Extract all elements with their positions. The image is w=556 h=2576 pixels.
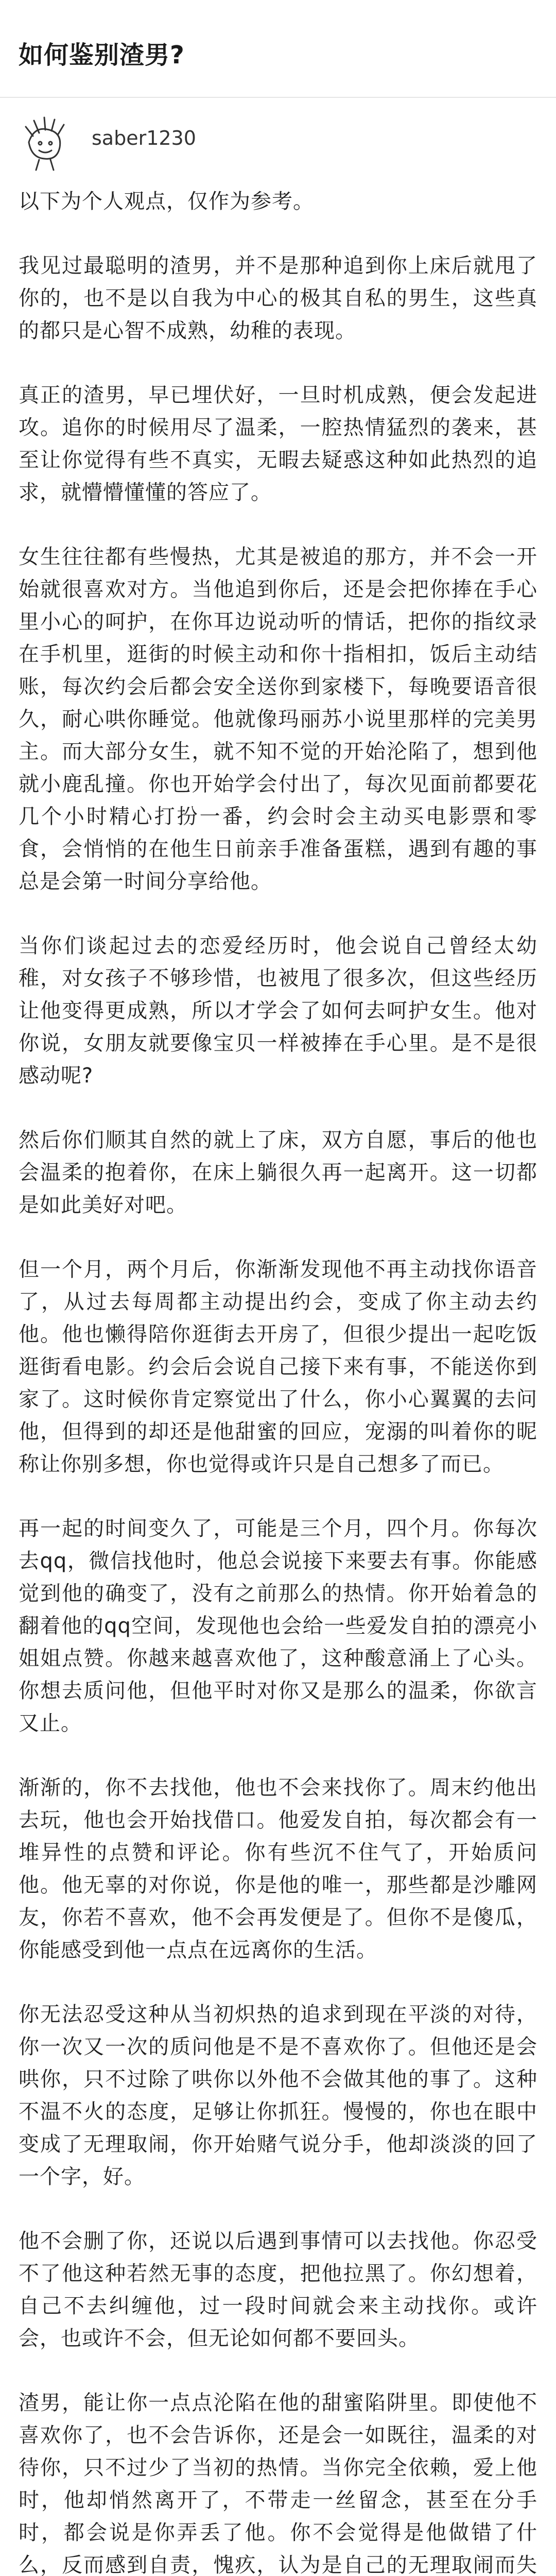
article-paragraph: 但一个月，两个月后，你渐渐发现他不再主动找你语音了，从过去每周都主动提出约会，变成了你主动去约他。他也懒得陪你逛街去开房了，但很少提出一起吃饭逛街看电影。约会后会说自己接下来有事，不能送你到家了。这时候你肯定察觉出了什么，你小心翼翼的去问他，但得到的却还是他甜蜜的回应，宠溺的叫着你的昵称让你别多想，你也觉得或许只是自己想多了而已。 [19,1258,537,1476]
page-title: 如何鉴别渣男? [19,41,185,70]
article-paragraph: 他不会删了你，还说以后遇到事情可以去找他。你忍受不了他这种若然无事的态度，把他拉黑了。你幻想着，自己不去纠缠他，过一段时间就会来主动找你。或许会，也或许不会，但无论如何都不要回头。 [19,2229,537,2350]
author-name[interactable]: saber1230 [92,127,196,149]
article-paragraph: 当你们谈起过去的恋爱经历时，他会说自己曾经太幼稚，对女孩子不够珍惜，也被甩了很多次，但这些经历让他变得更成熟，所以才学会了如何去呵护女生。他对你说，女朋友就要像宝贝一样被捧在手心里。是不是很感动呢? [19,934,537,1088]
doodle-avatar-icon[interactable] [19,106,75,173]
article-paragraph: 渣男，能让你一点点沦陷在他的甜蜜陷阱里。即使他不喜欢你了，也不会告诉你，还是会一如既往，温柔的对待你，只不过少了当初的热情。当你完全依赖，爱上他时，他却悄然离开了，不带走一丝留念，甚至在分手时，都会说是你弄丢了他。你不会觉得是他做错了什么，反而感到自责，愧疚，认为是自己的无理取闹而失 [19,2391,537,2576]
author-row[interactable] [19,106,533,183]
article-paragraph: 你无法忍受这种从当初炽热的追求到现在平淡的对待，你一次又一次的质问他是不是不喜欢你了。但他还是会哄你，只不过除了哄你以外他不会做其他的事了。这种不温不火的态度，足够让你抓狂。慢慢的，你也在眼中变成了无理取闹，你开始赌气说分手，他却淡淡的回了一个字，好。 [19,2003,537,2189]
article-paragraph: 真正的渣男，早已埋伏好，一旦时机成熟，便会发起进攻。追你的时候用尽了温柔，一腔热情猛烈的袭来，甚至让你觉得有些不真实，无暇去疑惑这种如此热烈的追求，就懵懵懂懂的答应了。 [19,383,537,504]
article-paragraph: 女生往往都有些慢热，尤其是被追的那方，并不会一开始就很喜欢对方。当他追到你后，还是会把你捧在手心里小心的呵护，在你耳边说动听的情话，把你的指纹录在手机里，逛街的时候主动和你十指相扣，饭后主动结账，每次约会后都会安全送你到家楼下，每晚要语音很久，耐心哄你睡觉。他就像玛丽苏小说里那样的完美男主。而大部分女生，就不知不觉的开始沦陷了，想到他就小鹿乱撞。你也开始学会付出了，每次见面前都要花几个小时精心打扮一番，约会时会主动买电影票和零食，会悄悄的在他生日前亲手准备蛋糕，遇到有趣的事总是会第一时间分享给他。 [19,545,537,893]
article-paragraph: 然后你们顺其自然的就上了床，双方自愿，事后的他也会温柔的抱着你，在床上躺很久再一起离开。这一切都是如此美好对吧。 [19,1128,537,1217]
article-body [19,185,537,2576]
article-paragraph: 以下为个人观点，仅作为参考。 [19,190,314,213]
header-bar [0,0,556,98]
article-paragraph: 我见过最聪明的渣男，并不是那种追到你上床后就甩了你的，也不是以自我为中心的极其自私的男生，这些真的都只是心智不成熟，幼稚的表现。 [19,254,537,343]
article-paragraph: 再一起的时间变久了，可能是三个月，四个月。你每次去qq，微信找他时，他总会说接下来要去有事。你能感觉到他的确变了，没有之前那么的热情。你开始着急的翻着他的qq空间，发现他也会给一些爱发自拍的漂亮小姐姐点赞。你越来越喜欢他了，这种酸意涌上了心头。你想去质问他，但他平时对你又是那么的温柔，你欲言又止。 [19,1517,537,1735]
article-paragraph: 渐渐的，你不去找他，他也不会来找你了。周末约他出去玩，他也会开始找借口。他爱发自拍，每次都会有一堆异性的点赞和评论。你有些沉不住气了，开始质问他。他无辜的对你说，你是他的唯一，那些都是沙雕网友，你若不喜欢，他不会再发便是了。但你不是傻瓜，你能感受到他一点点在远离你的生活。 [19,1776,537,1962]
